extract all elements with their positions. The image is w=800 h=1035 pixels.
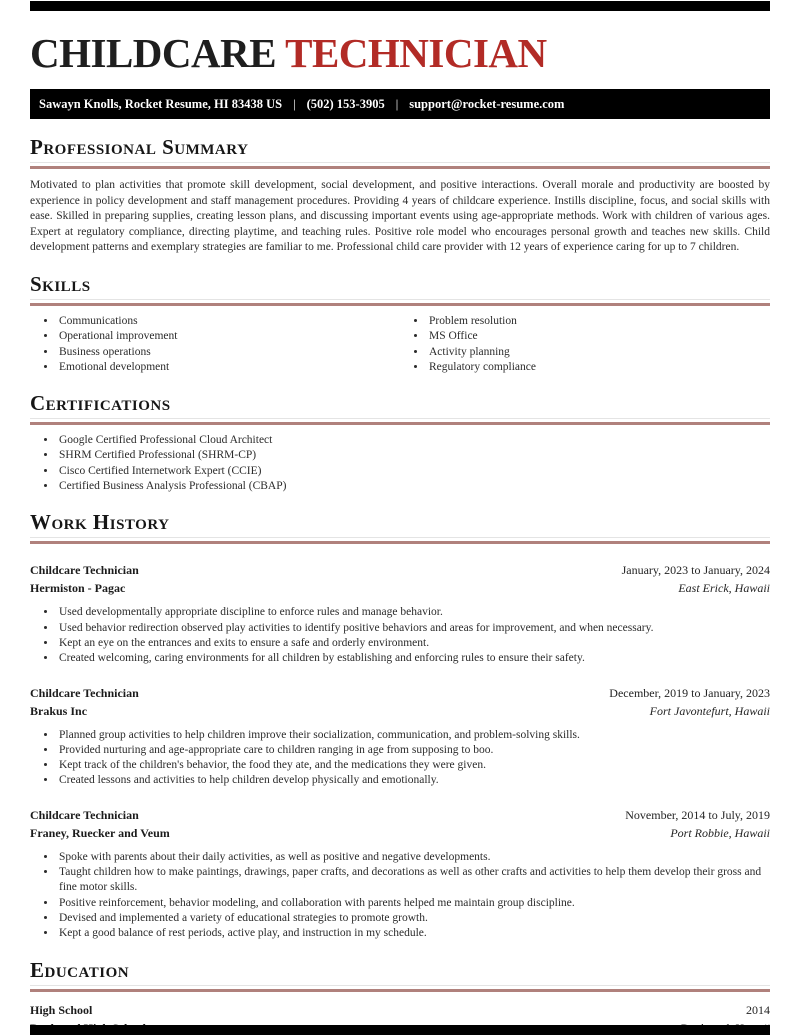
contact-bar <box>30 89 770 119</box>
certifications-heading-text: Certifications <box>30 391 770 419</box>
skills-column-left <box>30 314 400 375</box>
skills-columns <box>30 306 770 375</box>
skill-item: • Regulatory compliance <box>427 360 770 375</box>
job-entry <box>30 561 770 666</box>
section-skills <box>30 272 770 375</box>
job-location: East Erick, Hawaii <box>678 581 770 596</box>
job-bullet: • Used developmentally appropriate discipline to enforce rules and manage behavior. <box>57 605 770 620</box>
skills-column-right <box>400 314 770 375</box>
certification-item: • Google Certified Professional Cloud Architect <box>57 433 770 448</box>
contact-address: Sawayn Knolls, Rocket Resume, HI 83438 US <box>39 96 283 111</box>
job-bullet: • Created welcoming, caring environments for all children by establishing and enforcing rules to ensure their safety. <box>57 651 770 666</box>
skill-item: • Communications <box>57 314 400 329</box>
job-bullet: • Kept a good balance of rest periods, active play, and instruction in my schedule. <box>57 926 770 941</box>
skills-heading-text: Skills <box>30 272 770 300</box>
contact-email: support@rocket-resume.com <box>409 96 565 111</box>
page-title <box>30 30 770 76</box>
job-dates: January, 2023 to January, 2024 <box>621 563 770 578</box>
contact-phone: (502) 153-3905 <box>306 96 385 111</box>
job-bullets <box>30 850 770 942</box>
job-title: Childcare Technician <box>30 807 139 822</box>
skill-item: • Problem resolution <box>427 314 770 329</box>
section-summary <box>30 135 770 256</box>
job-company: Brakus Inc <box>30 703 88 718</box>
job-bullets <box>30 605 770 666</box>
summary-heading-text: Professional Summary <box>30 135 770 163</box>
job-title: Childcare Technician <box>30 685 139 700</box>
job-entry <box>30 684 770 789</box>
job-entry <box>30 806 770 942</box>
section-education <box>30 958 770 1035</box>
education-heading <box>30 958 770 992</box>
bottom-accent-bar <box>30 1025 770 1035</box>
job-bullet: • Planned group activities to help children improve their socialization, communication, and problem-solving skills. <box>57 728 770 743</box>
work-history-heading-text: Work History <box>30 510 770 538</box>
job-bullets <box>30 728 770 789</box>
summary-paragraph: Motivated to plan activities that promote skill development, social development, and positive interactions. Overall morale and productivity are boosted by experience in policy development and staff management procedures. Providing 4 years of childcare experience. Instills discipline, focus, and social skills with ease. Skilled in preparing supplies, creating lesson plans, and discussing important events using age-appropriate methods. Work with children of various ages. Expert at regulatory compliance, directing playtime, and teaching rules. Positive role model who encourages personal growth and teaches new skills. Child development patterns and exemplary strategies are familiar to me. Professional child care provider with 12 years of experience caring for up to 7 children. <box>30 179 770 254</box>
job-bullet: • Devised and implemented a variety of educational strategies to promote growth. <box>57 911 770 926</box>
contact-separator: | <box>395 96 399 111</box>
job-location: Port Robbie, Hawaii <box>670 825 770 840</box>
certifications-list <box>30 433 770 494</box>
education-year: 2014 <box>746 1002 770 1017</box>
summary-heading <box>30 135 770 169</box>
certifications-heading <box>30 391 770 425</box>
job-bullet: • Taught children how to make paintings, drawings, paper crafts, and decorations as well as other crafts and activities to help them develop their gross and fine motor skills. <box>57 865 770 896</box>
job-bullet: • Created lessons and activities to help children develop physically and emotionally. <box>57 773 770 788</box>
education-degree: High School <box>30 1002 93 1017</box>
job-bullet: • Kept an eye on the entrances and exits to ensure a safe and orderly environment. <box>57 636 770 651</box>
job-bullet: • Positive reinforcement, behavior modeling, and collaboration with parents helped me maintain group discipline. <box>57 896 770 911</box>
skill-item: • Business operations <box>57 345 400 360</box>
section-rule <box>30 541 770 544</box>
section-rule <box>30 989 770 992</box>
certification-item: • SHRM Certified Professional (SHRM-CP) <box>57 448 770 463</box>
skill-item: • MS Office <box>427 329 770 344</box>
contact-separator: | <box>293 96 296 111</box>
skill-item: • Operational improvement <box>57 329 400 344</box>
job-location: Fort Javontefurt, Hawaii <box>649 703 770 718</box>
certification-item: • Certified Business Analysis Professional (CBAP) <box>57 479 770 494</box>
education-heading-text: Education <box>30 958 770 986</box>
title-primary: CHILDCARE <box>30 30 277 76</box>
job-title: Childcare Technician <box>30 563 139 578</box>
skill-item: • Activity planning <box>427 345 770 360</box>
section-rule <box>30 422 770 425</box>
job-bullet: • Used behavior redirection observed play activities to identify positive behaviors and areas for improvement, and when necessary. <box>57 621 770 636</box>
job-dates: November, 2014 to July, 2019 <box>625 807 770 822</box>
section-certifications <box>30 391 770 494</box>
job-company: Hermiston - Pagac <box>30 581 126 596</box>
job-bullet: • Provided nurturing and age-appropriate care to children ranging in age from supposing to boo. <box>57 743 770 758</box>
job-dates: December, 2019 to January, 2023 <box>609 685 770 700</box>
top-accent-bar <box>30 1 770 11</box>
job-company: Franey, Ruecker and Veum <box>30 825 170 840</box>
section-rule <box>30 166 770 169</box>
job-bullet: • Kept track of the children's behavior, the food they ate, and the medications they were given. <box>57 758 770 773</box>
work-history-heading <box>30 510 770 544</box>
section-work-history <box>30 510 770 941</box>
certification-item: • Cisco Certified Internetwork Expert (CCIE) <box>57 464 770 479</box>
title-accent: TECHNICIAN <box>285 30 547 76</box>
skill-item: • Emotional development <box>57 360 400 375</box>
job-bullet: • Spoke with parents about their daily activities, as well as positive and negative developments. <box>57 850 770 865</box>
skills-heading <box>30 272 770 306</box>
